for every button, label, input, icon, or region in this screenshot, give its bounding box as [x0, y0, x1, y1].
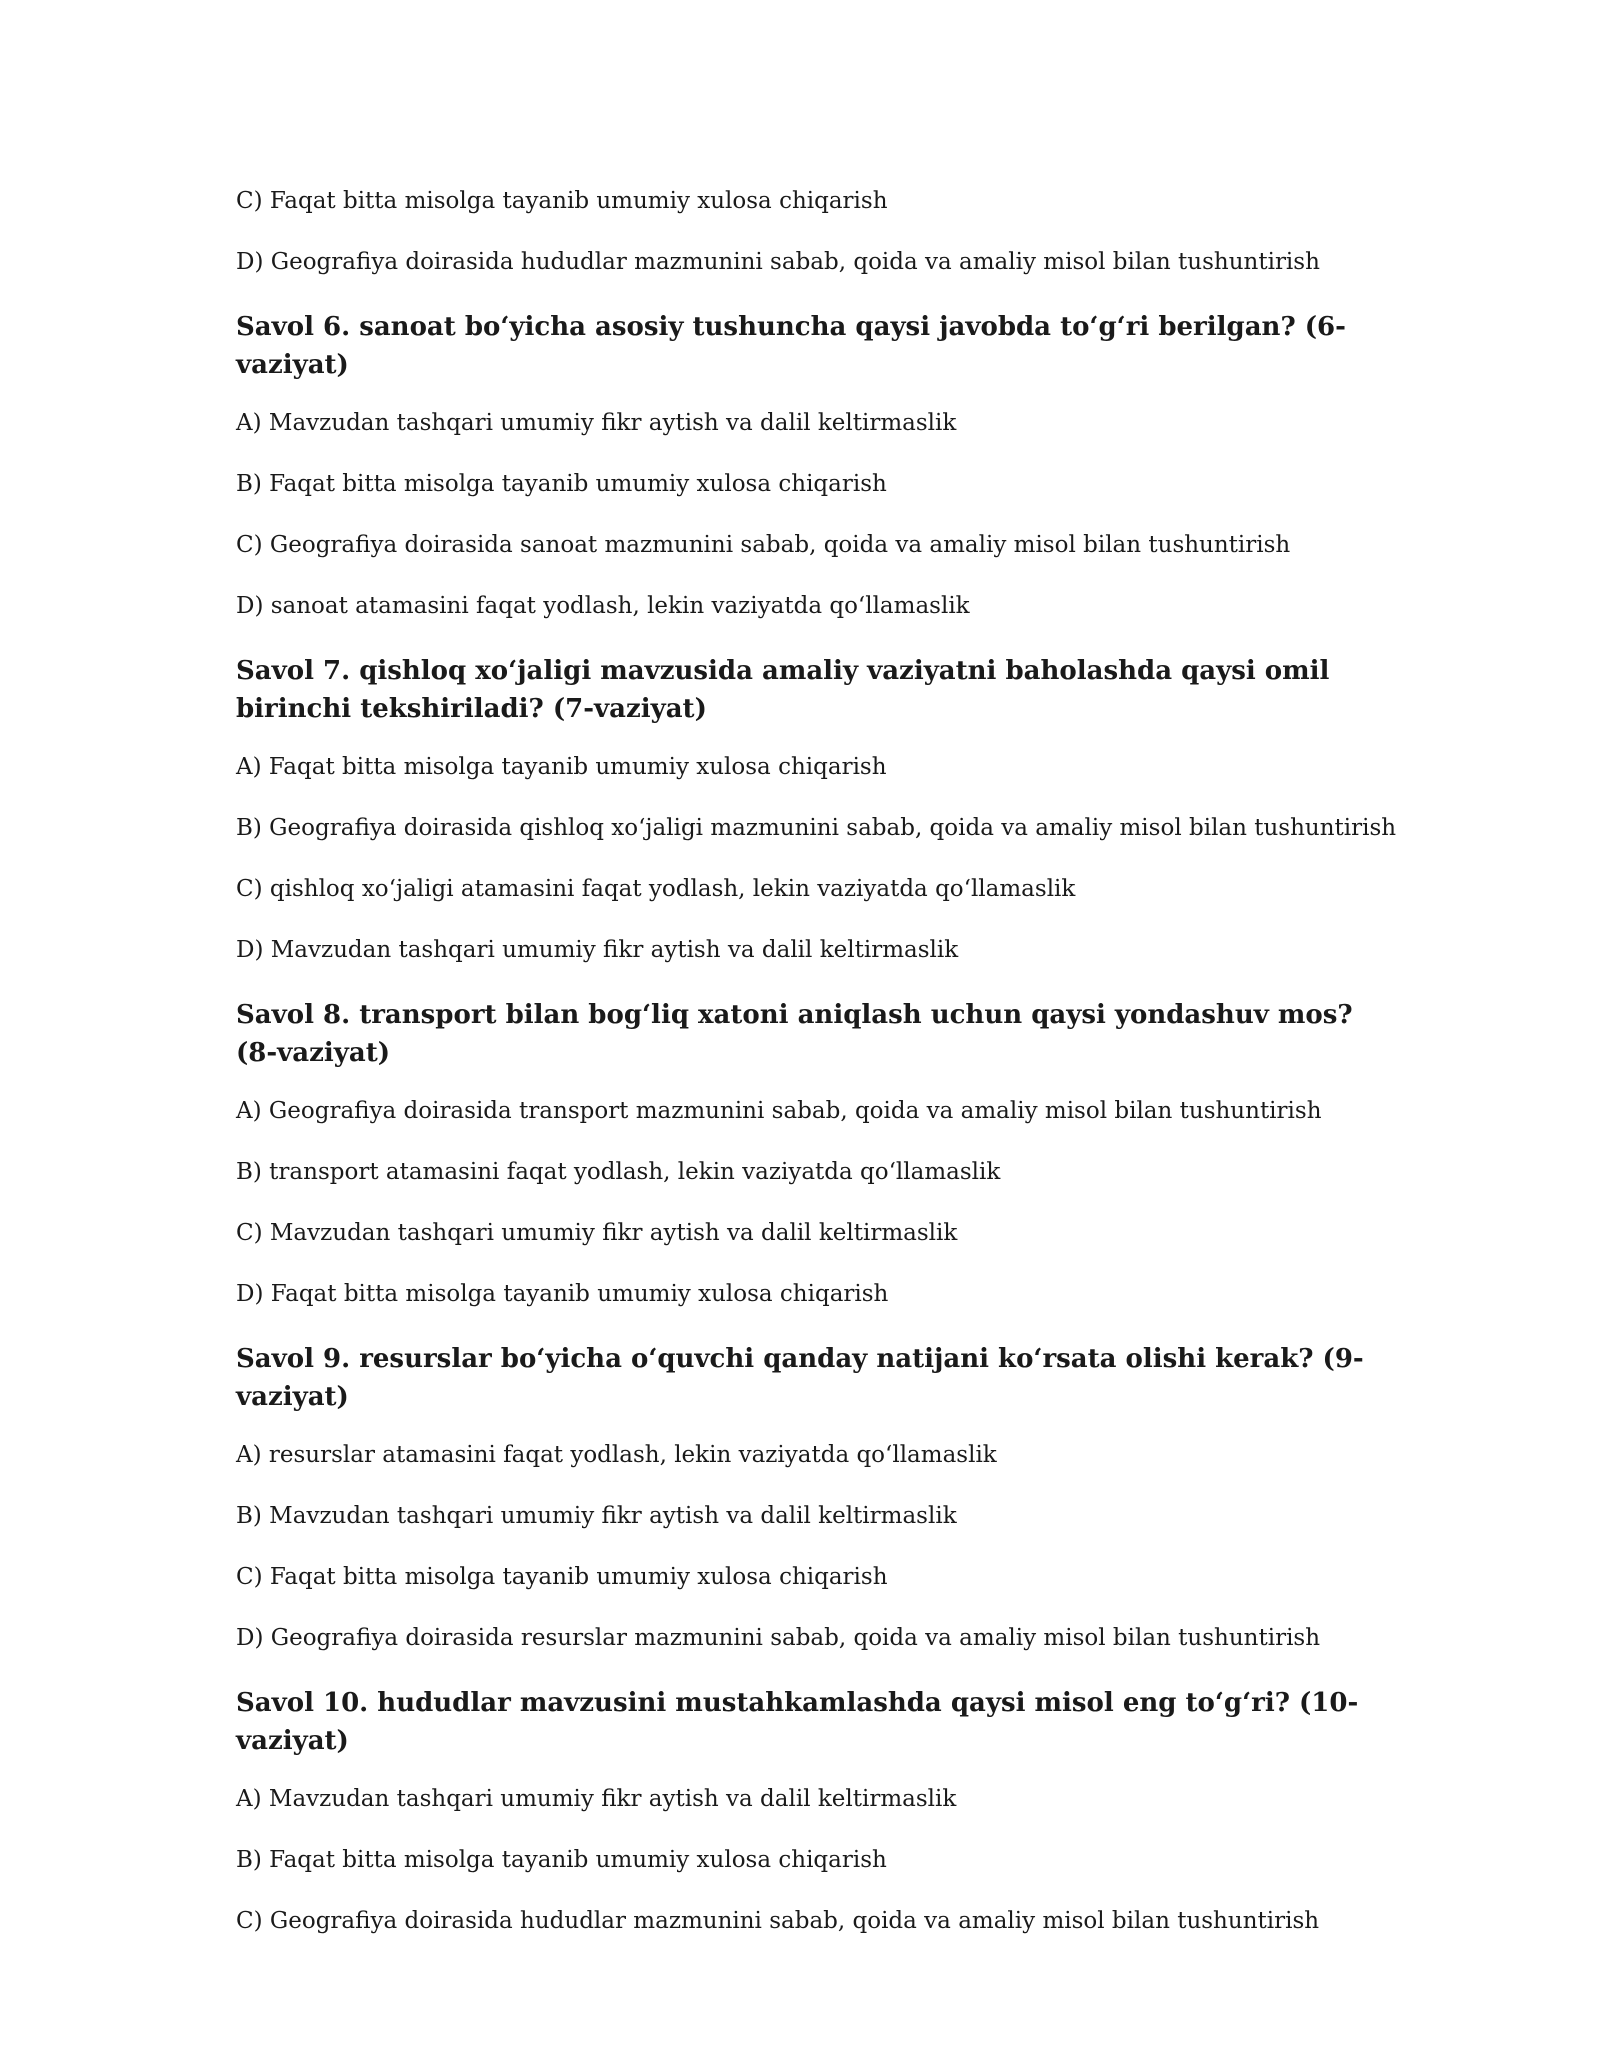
- answer-option: A) Mavzudan tashqari umumiy fikr aytish va dalil keltirmaslik: [236, 1786, 957, 1812]
- answer-option: A) Geografiya doirasida transport mazmunini sabab, qoida va amaliy misol bilan tushuntirish: [236, 1098, 1322, 1124]
- question-title: Savol 6. sanoat bo‘yicha asosiy tushuncha qaysi javobda to‘g‘ri berilgan? (6-vaziyat): [236, 312, 1346, 380]
- question-6: [236, 308, 1366, 621]
- answer-option: B) Mavzudan tashqari umumiy fikr aytish va dalil keltirmaslik: [236, 1503, 957, 1529]
- answer-option: A) Mavzudan tashqari umumiy fikr aytish va dalil keltirmaslik: [236, 410, 957, 436]
- question-title: Savol 7. qishloq xo‘jaligi mavzusida amaliy vaziyatni baholashda qaysi omil birinchi tekshiriladi? (7-vaziyat): [236, 656, 1330, 724]
- answer-option: C) Geografiya doirasida sanoat mazmunini sabab, qoida va amaliy misol bilan tushuntirish: [236, 532, 1291, 558]
- answer-option: D) Mavzudan tashqari umumiy fikr aytish va dalil keltirmaslik: [236, 937, 959, 963]
- answer-option: B) Geografiya doirasida qishloq xo‘jaligi mazmunini sabab, qoida va amaliy misol bilan tushuntirish: [236, 815, 1397, 841]
- answer-option: C) Faqat bitta misolga tayanib umumiy xulosa chiqarish: [236, 188, 888, 214]
- answer-option: B) Faqat bitta misolga tayanib umumiy xulosa chiqarish: [236, 1847, 887, 1873]
- answer-option: C) Faqat bitta misolga tayanib umumiy xulosa chiqarish: [236, 1564, 888, 1590]
- answer-option: D) Geografiya doirasida resurslar mazmunini sabab, qoida va amaliy misol bilan tushuntirish: [236, 1625, 1321, 1651]
- answer-option: D) Faqat bitta misolga tayanib umumiy xulosa chiqarish: [236, 1281, 889, 1307]
- question-title: Savol 9. resurslar bo‘yicha o‘quvchi qanday natijani ko‘rsata olishi kerak? (9-vaziyat): [236, 1344, 1364, 1412]
- question-10: [236, 1684, 1366, 1936]
- question-7: [236, 652, 1397, 965]
- answer-option: C) Geografiya doirasida hududlar mazmunini sabab, qoida va amaliy misol bilan tushuntirish: [236, 1908, 1320, 1934]
- document-content: [236, 186, 1397, 1967]
- answer-option: B) transport atamasini faqat yodlash, lekin vaziyatda qo‘llamaslik: [236, 1159, 1001, 1185]
- answer-option: A) Faqat bitta misolga tayanib umumiy xulosa chiqarish: [236, 754, 887, 780]
- question-9: [236, 1340, 1366, 1653]
- answer-option: B) Faqat bitta misolga tayanib umumiy xulosa chiqarish: [236, 471, 887, 497]
- question-title: Savol 8. transport bilan bog‘liq xatoni aniqlash uchun qaysi yondashuv mos? (8-vaziyat): [236, 1000, 1353, 1068]
- question-title: Savol 10. hududlar mavzusini mustahkamlashda qaysi misol eng to‘g‘ri? (10-vaziyat): [236, 1688, 1359, 1756]
- question-8: [236, 996, 1366, 1309]
- answer-option: D) Geografiya doirasida hududlar mazmunini sabab, qoida va amaliy misol bilan tushuntirish: [236, 249, 1320, 275]
- answer-option: C) qishloq xo‘jaligi atamasini faqat yodlash, lekin vaziyatda qo‘llamaslik: [236, 876, 1076, 902]
- leading-options: [236, 186, 1366, 277]
- answer-option: C) Mavzudan tashqari umumiy fikr aytish va dalil keltirmaslik: [236, 1220, 958, 1246]
- answer-option: D) sanoat atamasini faqat yodlash, lekin vaziyatda qo‘llamaslik: [236, 593, 970, 619]
- answer-option: A) resurslar atamasini faqat yodlash, lekin vaziyatda qo‘llamaslik: [236, 1442, 997, 1468]
